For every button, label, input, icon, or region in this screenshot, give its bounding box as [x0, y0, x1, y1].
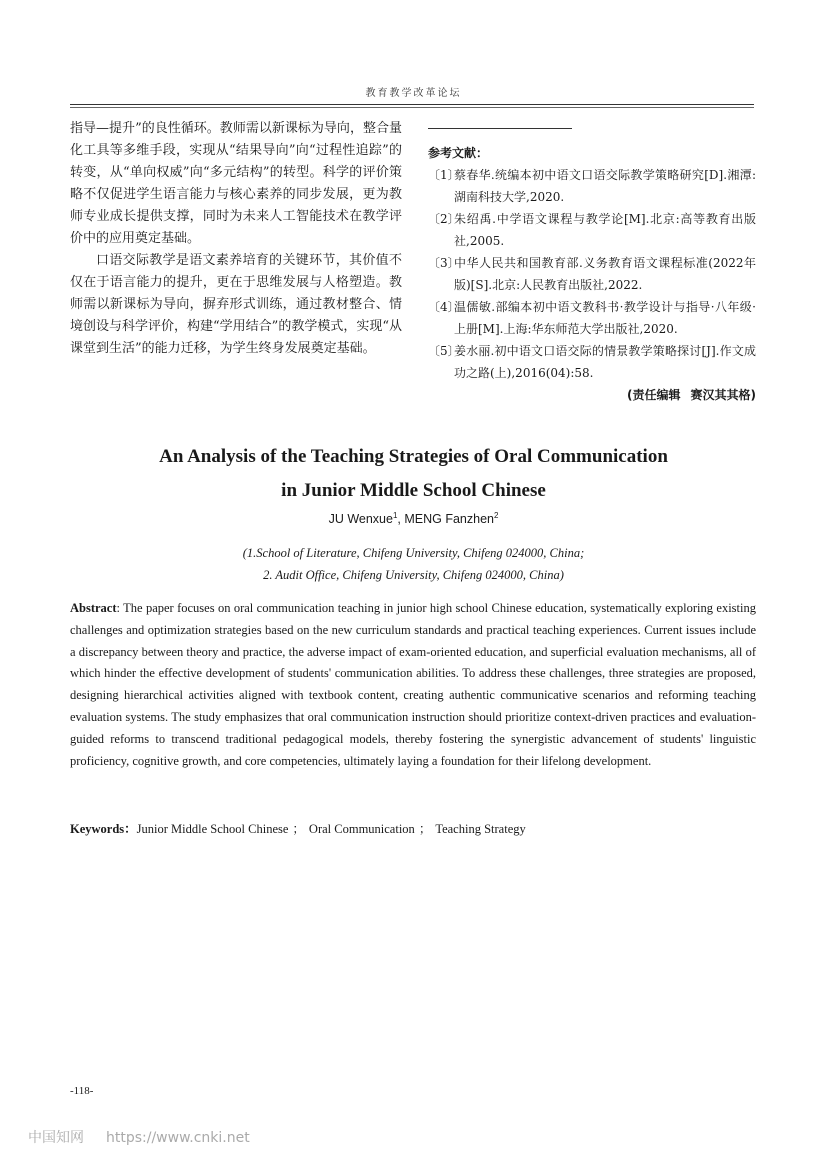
editor-label: (责任编辑 — [627, 388, 681, 402]
reference-item — [428, 252, 756, 296]
reference-number: 〔4〕 — [428, 300, 460, 314]
reference-number: 〔1〕 — [428, 168, 460, 182]
english-title — [0, 440, 827, 508]
abstract-label: Abstract — [70, 601, 117, 615]
editor-name: 赛汉其其格) — [690, 388, 756, 402]
reference-separator — [428, 128, 572, 129]
reference-number: 〔3〕 — [428, 256, 460, 270]
keywords — [70, 818, 756, 840]
keyword-separator: ； — [418, 822, 432, 836]
author-name: JU Wenxue — [328, 512, 393, 527]
english-title-line: in Junior Middle School Chinese — [281, 480, 546, 501]
reference-item — [428, 164, 756, 208]
keyword: Oral Communication — [308, 822, 415, 836]
affiliations — [0, 542, 827, 586]
keyword-separator: ； — [292, 822, 305, 836]
keywords-label: Keywords： — [70, 822, 137, 836]
header-rule-thin — [70, 107, 754, 108]
english-title-line: An Analysis of the Teaching Strategies of Oral Communication — [159, 446, 668, 467]
reference-item — [428, 340, 756, 384]
affiliation-line: 2. Audit Office, Chifeng University, Chifeng 024000, China) — [263, 568, 564, 582]
affiliation-line: (1.School of Literature, Chifeng University, Chifeng 024000, China; — [242, 546, 585, 560]
left-column — [70, 118, 402, 360]
responsible-editor — [428, 384, 756, 406]
authors — [0, 511, 827, 526]
references-column — [428, 118, 756, 406]
reference-text: 温儒敏.部编本初中语文教科书·教学设计与指导·八年级·上册[M].上海:华东师范大学出版社,2020. — [454, 300, 756, 336]
reference-text: 蔡春华.统编本初中语文口语交际教学策略研究[D].湘潭:湖南科技大学,2020. — [454, 168, 756, 204]
author-separator: , — [397, 512, 405, 527]
reference-number: 〔5〕 — [428, 344, 460, 358]
journal-header: 教育教学改革论坛 — [365, 88, 462, 99]
abstract — [70, 598, 756, 772]
keyword: Teaching Strategy — [435, 822, 526, 836]
abstract-text: : The paper focuses on oral communication teaching in junior high school Chinese education, systematically exploring existing challenges and optimization strategies based on the new curriculum standards and practical teaching experiences. Current issues include a discrepancy between theory and practice, the adverse impact of exam-oriented education, and superficial evaluation mechanisms, all of which hinder the effective development of students' communication abilities. To address these challenges, three strategies are proposed, designing hierarchical activities aligned with textbook content, creating authentic communicative scenarios and reforming teaching evaluation systems. The study emphasizes that oral communication instruction should prioritize context-driven practices and evaluation-guided reforms to transcend traditional pedagogical models, thereby fostering the synergistic advancement of students' linguistic proficiency, cognitive growth, and core competencies, ultimately laying a foundation for their lifelong development. — [70, 601, 756, 768]
reference-item — [428, 208, 756, 252]
keyword: Junior Middle School Chinese — [136, 822, 289, 836]
body-paragraph: 指导—提升”的良性循环。教师需以新课标为导向，整合量化工具等多维手段，实现从“结果导向”向“过程性追踪”的转变，从“单向权威”向“多元结构”的转型。科学的评价策略不仅促进学生语言能力与核心素养的同步发展，更为教师专业成长提供支撑，同时为未来人工智能技术在教学评价中的应用奠定基础。 — [70, 121, 402, 246]
watermark-url: https://www.cnki.net — [106, 1130, 250, 1146]
reference-text: 朱绍禹.中学语文课程与教学论[M].北京:高等教育出版社,2005. — [454, 212, 756, 248]
author-name: MENG Fanzhen — [404, 512, 494, 527]
reference-text: 中华人民共和国教育部.义务教育语文课程标准(2022年版)[S].北京:人民教育出版社,2022. — [454, 256, 756, 292]
reference-number: 〔2〕 — [428, 212, 460, 226]
page-number: -118- — [70, 1085, 94, 1097]
references-title: 参考文献： — [428, 146, 489, 160]
cnki-watermark — [28, 1127, 250, 1147]
author-affiliation-mark: 2 — [493, 511, 499, 520]
reference-item — [428, 296, 756, 340]
reference-text: 姜水丽.初中语文口语交际的情景教学策略探讨[J].作文成功之路(上),2016(04):58. — [454, 344, 756, 380]
author-affiliation-mark: 1 — [392, 511, 398, 520]
header-rule — [70, 104, 754, 105]
watermark-text: 中国知网 — [28, 1130, 84, 1146]
body-paragraph: 口语交际教学是语文素养培育的关键环节，其价值不仅在于语言能力的提升，更在于思维发展与人格塑造。教师需以新课标为导向，摒弃形式训练，通过教材整合、情境创设与科学评价，构建“学用结合”的教学模式，实现“从课堂到生活”的能力迁移，为学生终身发展奠定基础。 — [70, 253, 402, 356]
